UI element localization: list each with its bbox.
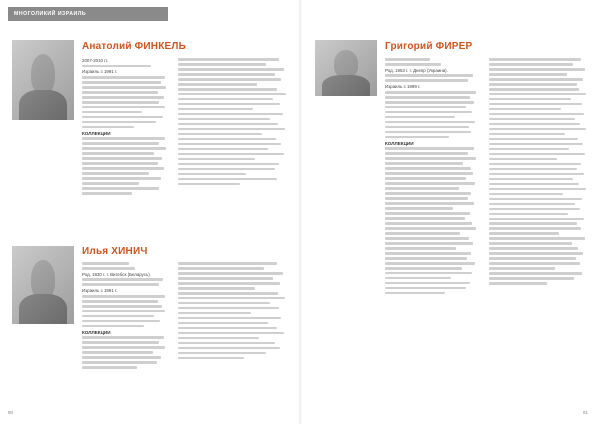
portrait-firer — [315, 40, 377, 96]
collections-column-khinich — [178, 262, 288, 362]
artist-firer — [301, 0, 600, 424]
artist-name-finkel: Анатолий ФИНКЕЛЬ — [82, 41, 186, 52]
bio-column-firer — [385, 58, 479, 297]
artist-name-firer: Григорий ФИРЕР — [385, 41, 473, 52]
artist-name-khinich: Илья ХИНИЧ — [82, 246, 148, 257]
collections-label: КОЛЛЕКЦИИ — [82, 329, 111, 335]
bio-fragment: Род. 1930 г. г. Витебск (Беларусь). — [82, 271, 151, 277]
page-number-left: 80 — [8, 410, 14, 415]
bio-column-khinich — [82, 262, 168, 371]
portrait-khinich — [12, 246, 74, 324]
artist-finkel — [0, 0, 300, 230]
collections-label: КОЛЛЕКЦИИ — [82, 130, 111, 136]
page-number-right: 81 — [583, 410, 589, 415]
collections-column-finkel — [178, 58, 288, 188]
bio-fragment: Израиль с 1991 г. — [82, 69, 118, 75]
bio-fragment: Израиль с 1991 г. — [82, 288, 118, 294]
bio-fragment: Род. 1953 г. г. Днепр (Украина). — [385, 67, 448, 73]
collections-label: КОЛЛЕКЦИИ — [385, 140, 414, 146]
portrait-finkel — [12, 40, 74, 120]
bio-column-finkel — [82, 58, 168, 197]
right-page — [300, 0, 600, 424]
bio-fragment: Израиль с 1999 г. — [385, 84, 421, 90]
running-head: МНОГОЛИКИЙ ИЗРАИЛЬ — [8, 7, 168, 21]
bio-fragment: 2007-2010 гг. — [82, 58, 109, 63]
artist-khinich — [0, 230, 300, 420]
collections-column-firer — [489, 58, 589, 287]
